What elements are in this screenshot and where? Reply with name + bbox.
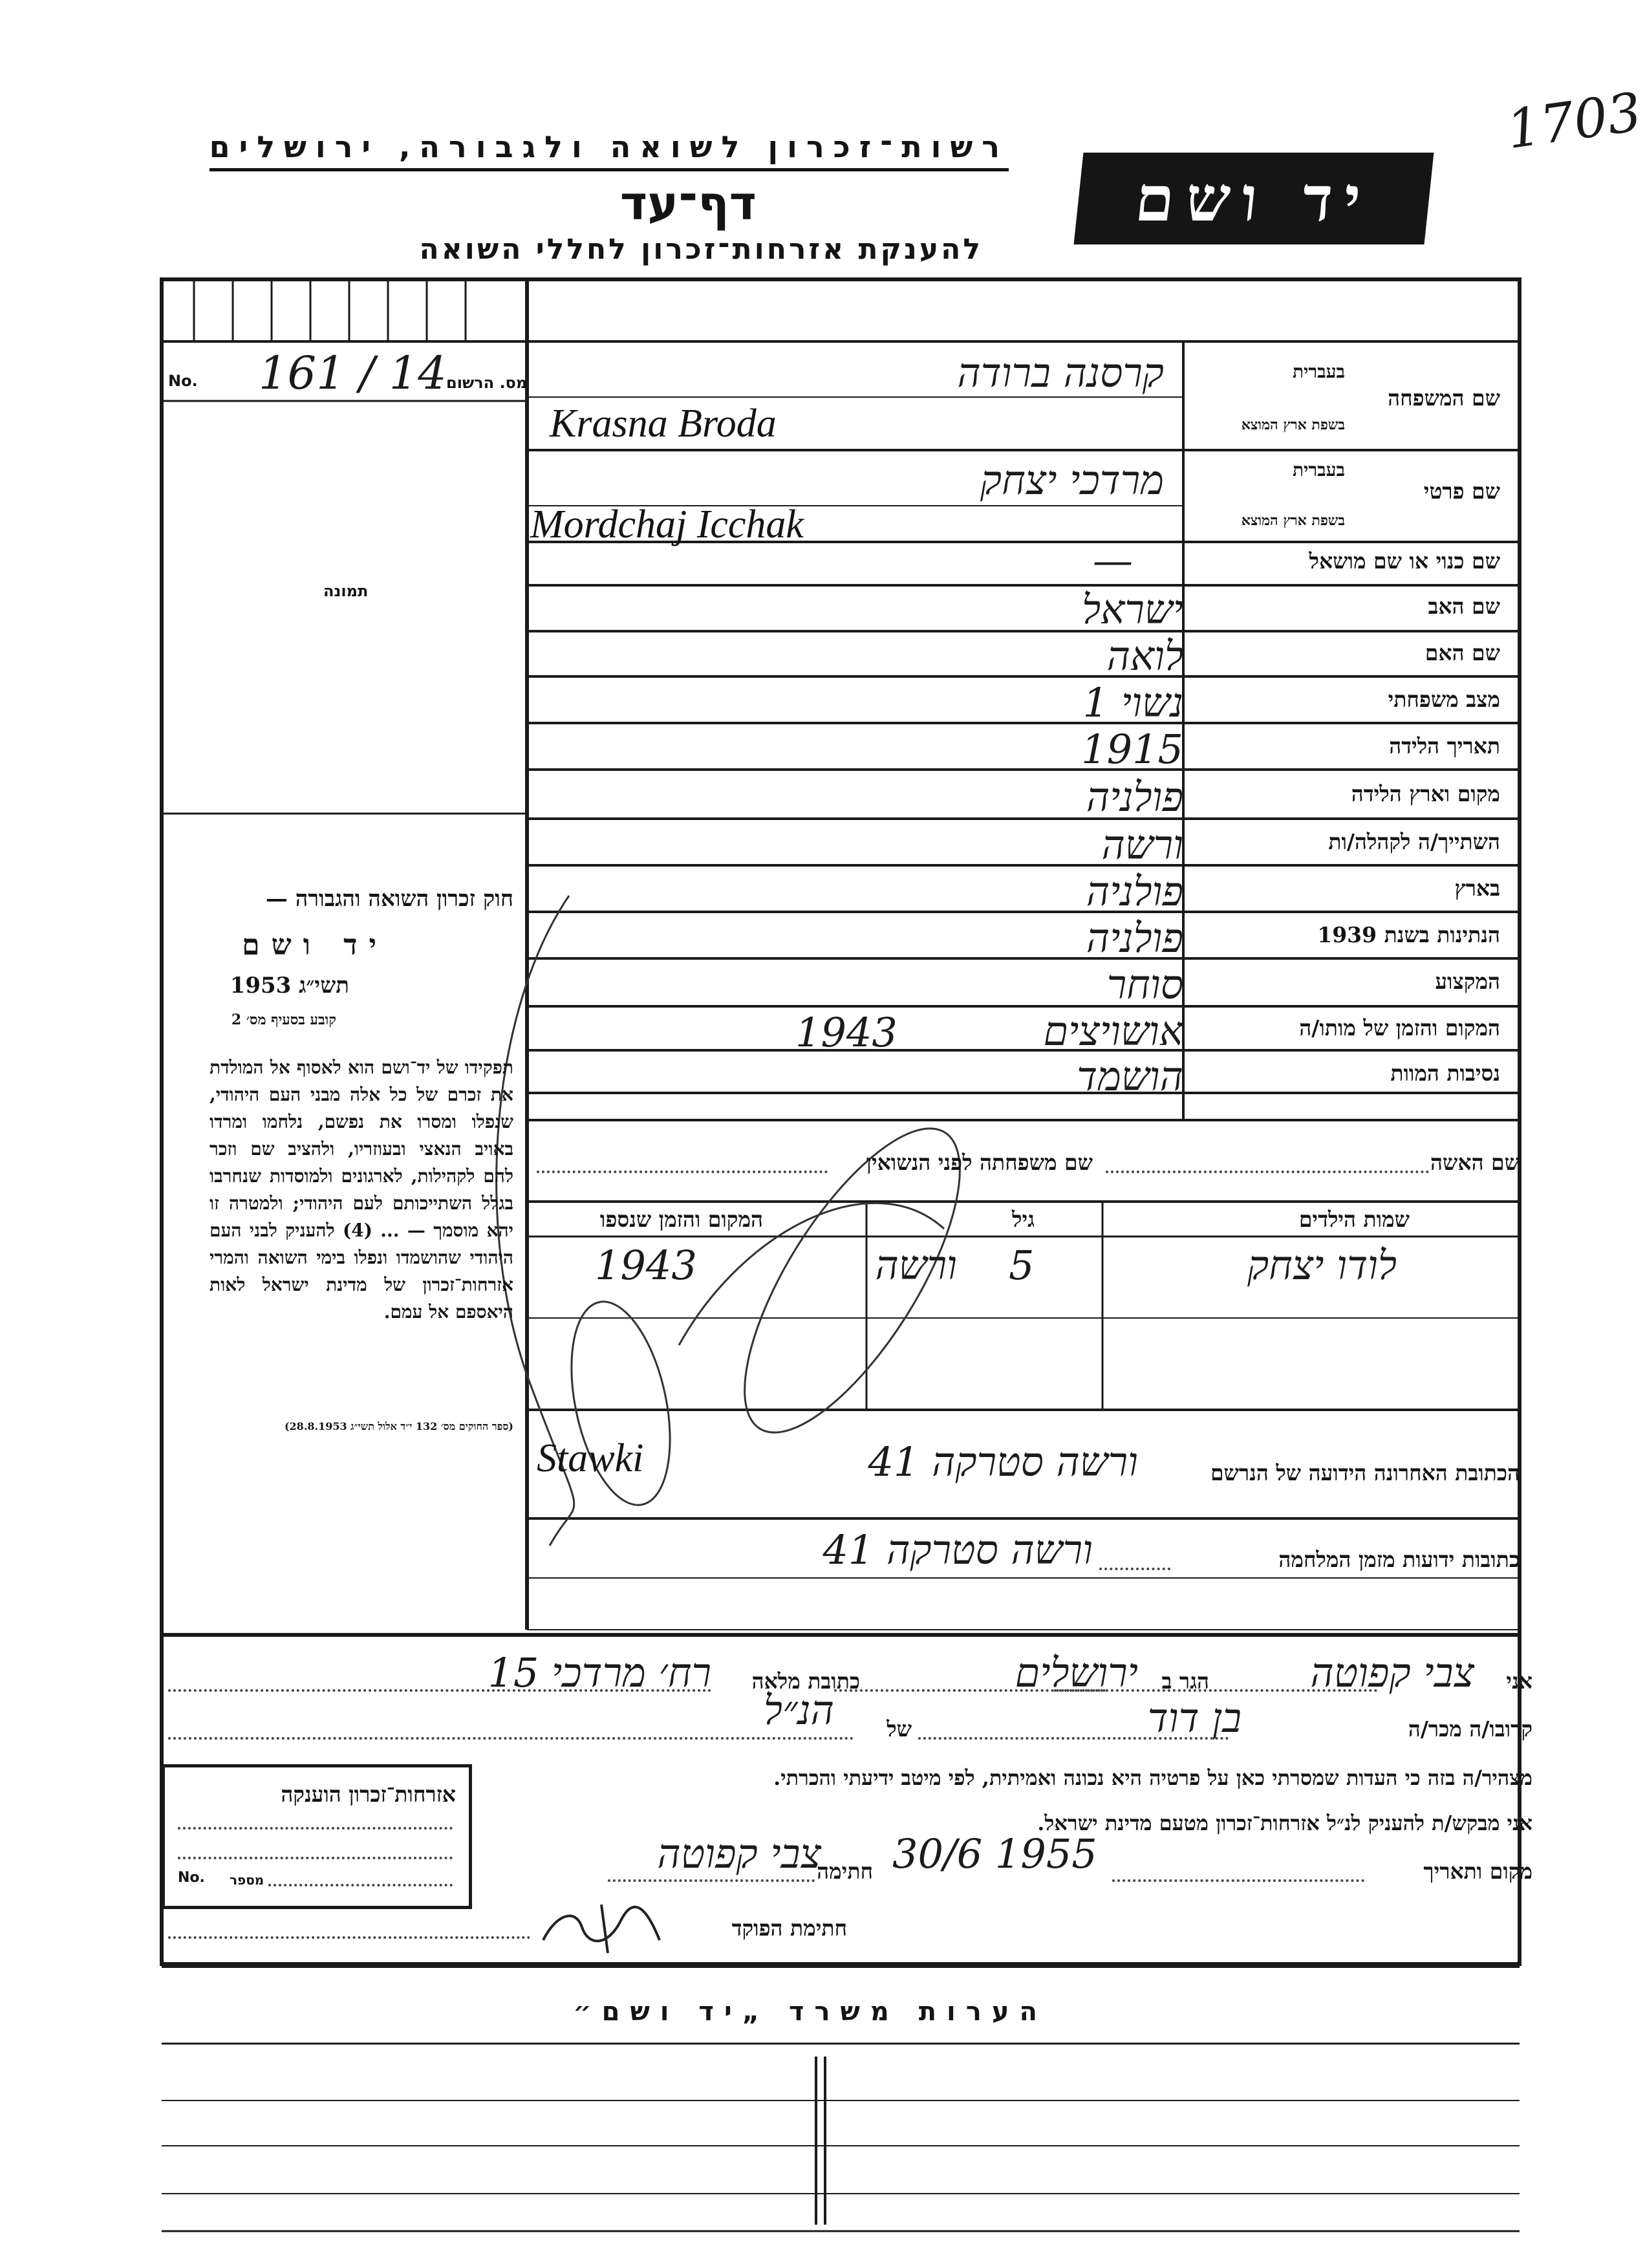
death-place-value: אושויצים bbox=[1043, 1008, 1183, 1055]
spouse-label: שם האשה bbox=[1430, 1150, 1520, 1175]
profession-label: המקצוע bbox=[1435, 969, 1500, 994]
stamp-number-line bbox=[268, 1884, 453, 1886]
form-subtitle: להענקת אזרחות־זכרון לחללי השואה bbox=[419, 233, 983, 266]
death-place-label: המקום והזמן של מותו/ה bbox=[1299, 1015, 1500, 1041]
children-age-header: גיל bbox=[1012, 1207, 1035, 1232]
nickname-label: שם כנוי או שם מושאל bbox=[1309, 548, 1500, 574]
marital-status-value: נשוי 1 bbox=[1082, 679, 1183, 726]
declarant-signature: צבי קפוטה bbox=[657, 1830, 821, 1877]
photo-label: תמונה bbox=[323, 582, 369, 600]
declarant-i-label: אני bbox=[1506, 1669, 1532, 1694]
declarant-address-value: רח׳ מרדכי 15 bbox=[488, 1649, 711, 1696]
first-name-label: שם פרטי bbox=[1423, 479, 1500, 504]
first-name-hebrew-label: בעברית bbox=[1292, 459, 1345, 481]
family-name-hebrew-label: בעברית bbox=[1292, 361, 1345, 382]
declarant-address-label: כתובת מלאה bbox=[751, 1669, 860, 1694]
last-address-latin: Stawki bbox=[537, 1436, 644, 1480]
spouse-maiden-label: שם משפחתה לפני הנשואין bbox=[866, 1150, 1093, 1175]
community-label: השתייך/ה לקהלה/ות bbox=[1328, 829, 1500, 854]
family-name-origin-value: Krasna Broda bbox=[550, 402, 777, 446]
children-names-header: שמות הילדים bbox=[1298, 1207, 1410, 1232]
registration-label: מס. הרשום bbox=[446, 374, 528, 392]
registration-no-label: No. bbox=[168, 372, 198, 390]
page-number: 1703 bbox=[1503, 81, 1645, 162]
last-address-value: ורשה סטרקה 41 bbox=[868, 1438, 1138, 1485]
first-name-hebrew-value: מרדכי יצחק bbox=[980, 457, 1164, 504]
citizenship-value: פולניה bbox=[1086, 914, 1183, 962]
relative-line bbox=[918, 1737, 1229, 1740]
law-year: תשי״ג 1953 bbox=[230, 973, 349, 999]
country-value: פולניה bbox=[1086, 868, 1183, 915]
birth-place-label: מקום וארץ הלידה bbox=[1351, 781, 1500, 806]
of-label: של bbox=[887, 1716, 912, 1742]
law-title: חוק זכרון השואה והגבורה — bbox=[265, 886, 513, 912]
death-circumstances-label: נסיבות המוות bbox=[1390, 1061, 1500, 1086]
place-date-line bbox=[1112, 1879, 1364, 1882]
children-place-header: המקום והזמן שנספו bbox=[599, 1207, 763, 1232]
citizenship-label: הנתינות בשנת 1939 bbox=[1317, 922, 1500, 947]
child-age-value: 5 bbox=[1009, 1242, 1035, 1289]
child-place-value: ורשה bbox=[875, 1242, 957, 1289]
child-year-value: 1943 bbox=[595, 1242, 697, 1289]
law-clause: קובע בסעיף מס׳ 2 bbox=[231, 1011, 336, 1028]
birth-date-label: תאריך הלידה bbox=[1389, 733, 1500, 759]
relative-label: קרובו/ה מכר/ה bbox=[1408, 1716, 1532, 1742]
declarant-resides-line bbox=[834, 1689, 1106, 1692]
profession-value: סוחר bbox=[1106, 961, 1183, 1008]
declaration-text: מצהיר/ה בזה כי העדות שמסרתי כאן על פרטיה היא נכונה ואמיתית, לפי מיטב ידיעתי והכרתי. bbox=[773, 1766, 1532, 1790]
stamp-title: אזרחות־זכרון הוענקה bbox=[281, 1782, 456, 1807]
office-notes-title: הערות משרד „יד ושם״ bbox=[573, 1997, 1048, 2027]
nickname-value: — bbox=[1093, 537, 1133, 584]
last-address-label: הכתובת האחרונה הידועה של הנרשם bbox=[1210, 1460, 1520, 1485]
officer-signature-scribble bbox=[537, 1901, 666, 1960]
child-name-value: לודו יצחק bbox=[1247, 1242, 1397, 1289]
form-title: דף־עד bbox=[619, 176, 757, 230]
of-line bbox=[168, 1737, 854, 1740]
family-name-label: שם המשפחה bbox=[1388, 385, 1500, 411]
officer-signature-label: חתימת הפוקד bbox=[731, 1916, 847, 1941]
signature-label: חתימה bbox=[817, 1859, 873, 1884]
law-text: תפקידו של יד־ושם הוא לאסוף אל המולדת את זכרם של כל אלה מבני העם היהודי, שנפלו ומסרו את נפשם, נלחמו ומרדו באויב הנאצי ובעוזריו, ולהציב שם וזכר להם לקהילות, לארגונים ולמוסדות שנחרבו בגלל השתייכותם לעם היהודי; ולמטרה זו יהא מוסמך — ... (4) להעניק לבני העם היהודי שהושמדו ונפלו בימי השואה והמרי אזרחות־זכרון של מדינת ישראל לאות היאספם אל עמם. bbox=[210, 1057, 514, 1323]
yad-vashem-logo: יד ושם bbox=[1074, 153, 1434, 244]
first-name-origin-label: בשפת ארץ המוצא bbox=[1241, 512, 1345, 529]
death-year-value: 1943 bbox=[795, 1009, 898, 1056]
officer-signature-line bbox=[168, 1936, 530, 1939]
stamp-line-1 bbox=[178, 1827, 453, 1830]
first-name-origin-value: Mordchaj Icchak bbox=[530, 502, 804, 546]
father-label: שם האב bbox=[1428, 594, 1500, 619]
citizenship-stamp-box bbox=[162, 1764, 472, 1909]
law-reference: (ספר החוקים מס׳ 132 י״ד אלול תשי״ג 28.8.1953) bbox=[284, 1420, 513, 1432]
declarant-resides-value: ירושלים bbox=[1015, 1649, 1138, 1696]
declarant-name: צבי קפוטה bbox=[1310, 1649, 1474, 1696]
family-name-hebrew-value: קרסנה ברודה bbox=[957, 349, 1164, 396]
birth-place-value: פולניה bbox=[1086, 773, 1183, 821]
mother-value: לואה bbox=[1106, 632, 1183, 680]
place-date-label: מקום ותאריך bbox=[1423, 1859, 1532, 1884]
stamp-number-label: מספר bbox=[230, 1872, 264, 1888]
war-address-line bbox=[1099, 1568, 1170, 1570]
family-name-origin-label: בשפת ארץ המוצא bbox=[1241, 416, 1345, 433]
declaration-date: 30/6 1955 bbox=[892, 1830, 1097, 1877]
spouse-line bbox=[1106, 1171, 1429, 1173]
stamp-line-2 bbox=[178, 1857, 453, 1859]
of-value: הנ״ל bbox=[763, 1687, 834, 1734]
declarant-resides-label: הגר ב bbox=[1161, 1669, 1209, 1694]
war-address-label: כתובות ידועות מזמן המלחמה bbox=[1278, 1547, 1520, 1572]
birth-date-value: 1915 bbox=[1081, 726, 1183, 773]
country-label: בארץ bbox=[1454, 876, 1500, 901]
spouse-maiden-line bbox=[537, 1171, 828, 1173]
father-value: ישראל bbox=[1082, 586, 1183, 633]
request-text: אני מבקש/ת להעניק לנ״ל אזרחות־זכרון מטעם מדינת ישראל. bbox=[1037, 1811, 1532, 1835]
registration-number: 161 / 14 bbox=[259, 347, 447, 400]
declarant-address-line bbox=[168, 1689, 711, 1692]
signature-line bbox=[608, 1879, 815, 1882]
marital-status-label: מצב משפחתי bbox=[1388, 687, 1500, 712]
war-address-value: ורשה סטרקה 41 bbox=[822, 1526, 1093, 1573]
stamp-no-label: No. bbox=[178, 1870, 205, 1886]
community-value: ורשה bbox=[1101, 821, 1183, 869]
death-circumstances-value: הושמד bbox=[1077, 1053, 1183, 1100]
relative-value: בן דוד bbox=[1147, 1694, 1242, 1742]
mother-label: שם האם bbox=[1425, 640, 1500, 665]
law-name: יד ושם bbox=[242, 929, 388, 962]
organization-name: רשות־זכרון לשואה ולגבורה, ירושלים bbox=[210, 129, 1009, 171]
